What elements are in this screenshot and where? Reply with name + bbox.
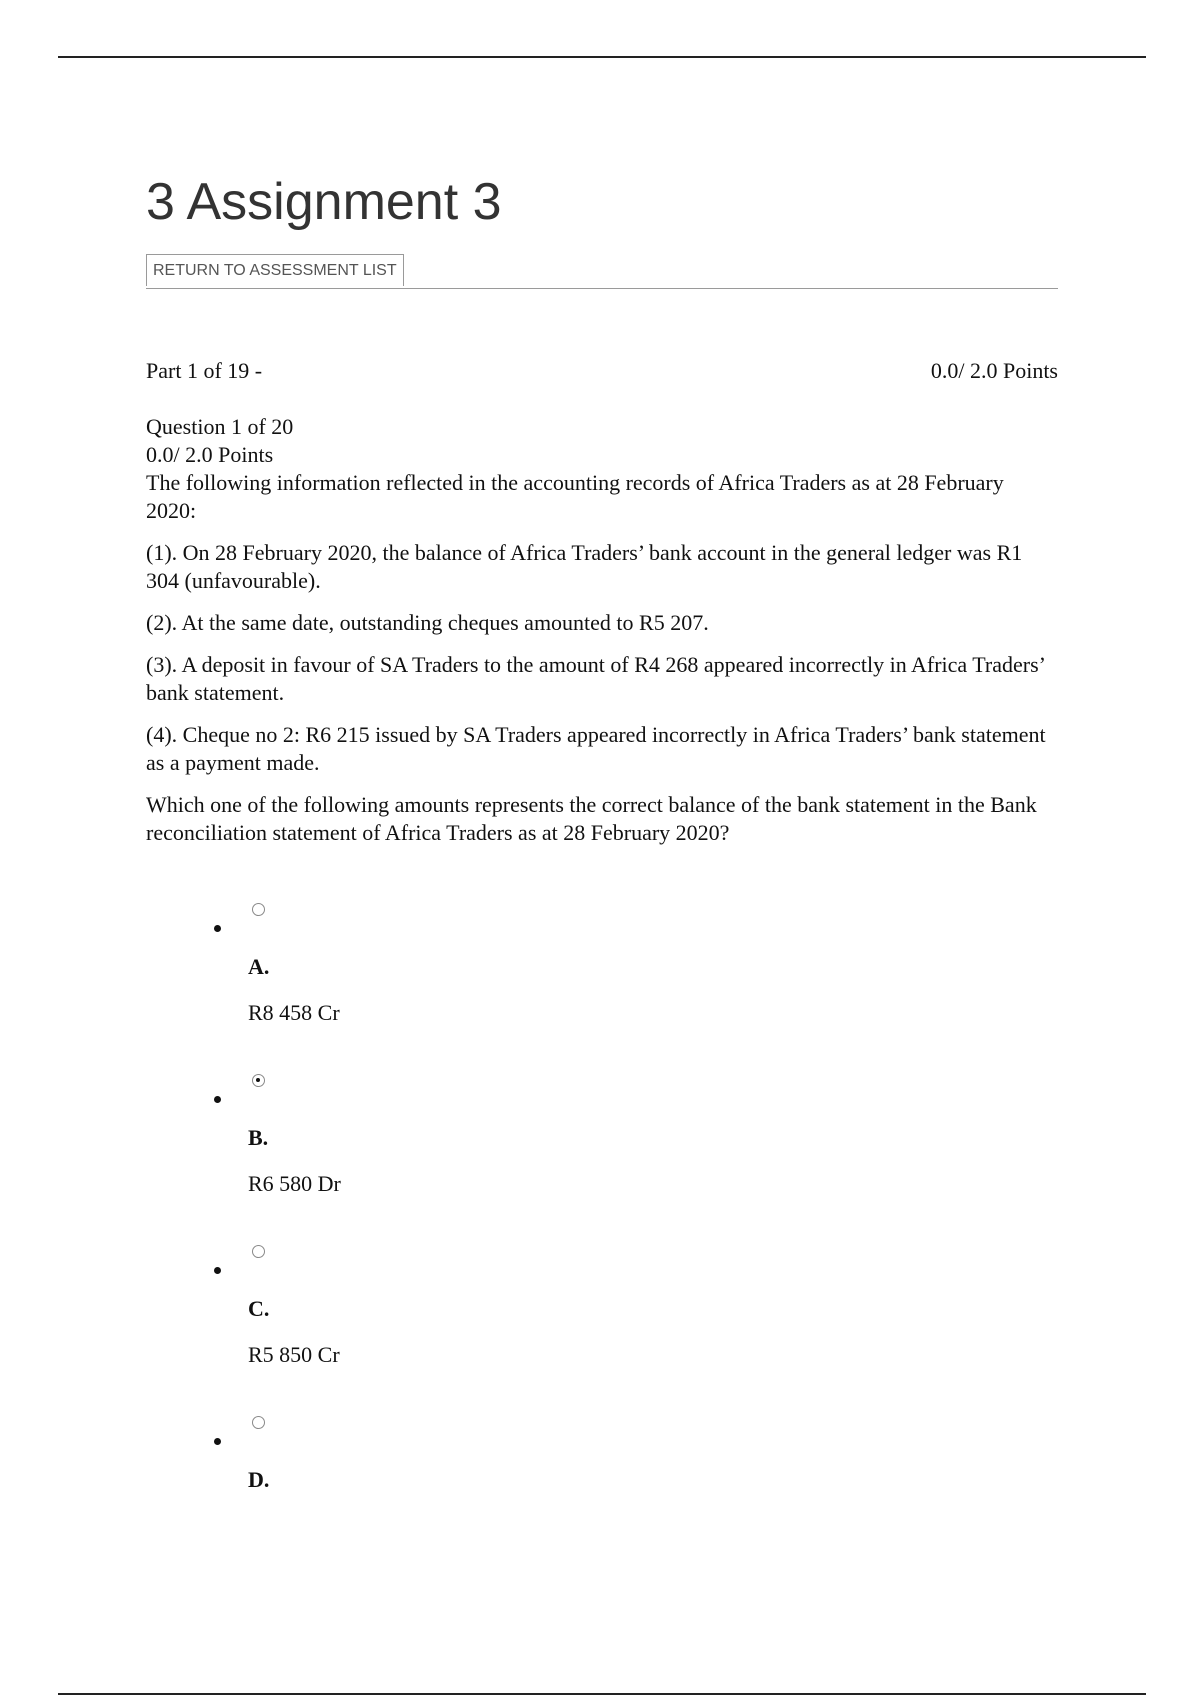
radio-option-d[interactable] [252,1416,265,1429]
question-prompt: Which one of the following amounts represents the correct balance of the bank statement in the Bank reconciliation statement of Africa Traders as at 28 February 2020? [146,792,1037,845]
page-title: 3 Assignment 3 [146,173,502,231]
part-header [146,357,1058,385]
option-letter: A. [248,954,270,979]
bullet-icon [214,1438,221,1445]
bottom-divider [58,1693,1146,1695]
question-points: 0.0/ 2.0 Points [146,442,274,467]
radio-option-c[interactable] [252,1245,265,1258]
question-item: (4). Cheque no 2: R6 215 issued by SA Traders appeared incorrectly in Africa Traders’ bank statement as a payment made. [146,722,1046,775]
radio-option-b[interactable] [252,1074,265,1087]
question-number: Question 1 of 20 [146,414,294,439]
part-label: Part 1 of 19 - [146,358,263,383]
bullet-icon [214,1096,221,1103]
option-letter: D. [248,1467,270,1492]
radio-option-a[interactable] [252,903,265,916]
option-value: R6 580 Dr [248,1171,341,1196]
question-intro: The following information reflected in the accounting records of Africa Traders as at 28 February 2020: [146,470,1004,523]
top-divider [58,56,1146,58]
question-block [146,413,1058,847]
option-c [146,1257,1058,1428]
return-to-assessment-list-button[interactable]: RETURN TO ASSESSMENT LIST [146,254,404,286]
question-item: (2). At the same date, outstanding cheques amounted to R5 207. [146,610,709,635]
option-letter: B. [248,1125,269,1150]
option-value: R5 850 Cr [248,1342,340,1367]
return-row [146,254,1058,289]
option-letter: C. [248,1296,270,1321]
question-item: (3). A deposit in favour of SA Traders to the amount of R4 268 appeared incorrectly in Africa Traders’ bank statement. [146,652,1045,705]
answer-options [146,915,1058,1599]
option-d [146,1428,1058,1599]
assessment-content [146,172,1058,1599]
option-value: R8 458 Cr [248,1000,340,1025]
bullet-icon [214,925,221,932]
option-b [146,1086,1058,1257]
part-points: 0.0/ 2.0 Points [930,358,1058,383]
option-a [146,915,1058,1086]
bullet-icon [214,1267,221,1274]
question-item: (1). On 28 February 2020, the balance of Africa Traders’ bank account in the general ledger was R1 304 (unfavourable). [146,540,1023,593]
